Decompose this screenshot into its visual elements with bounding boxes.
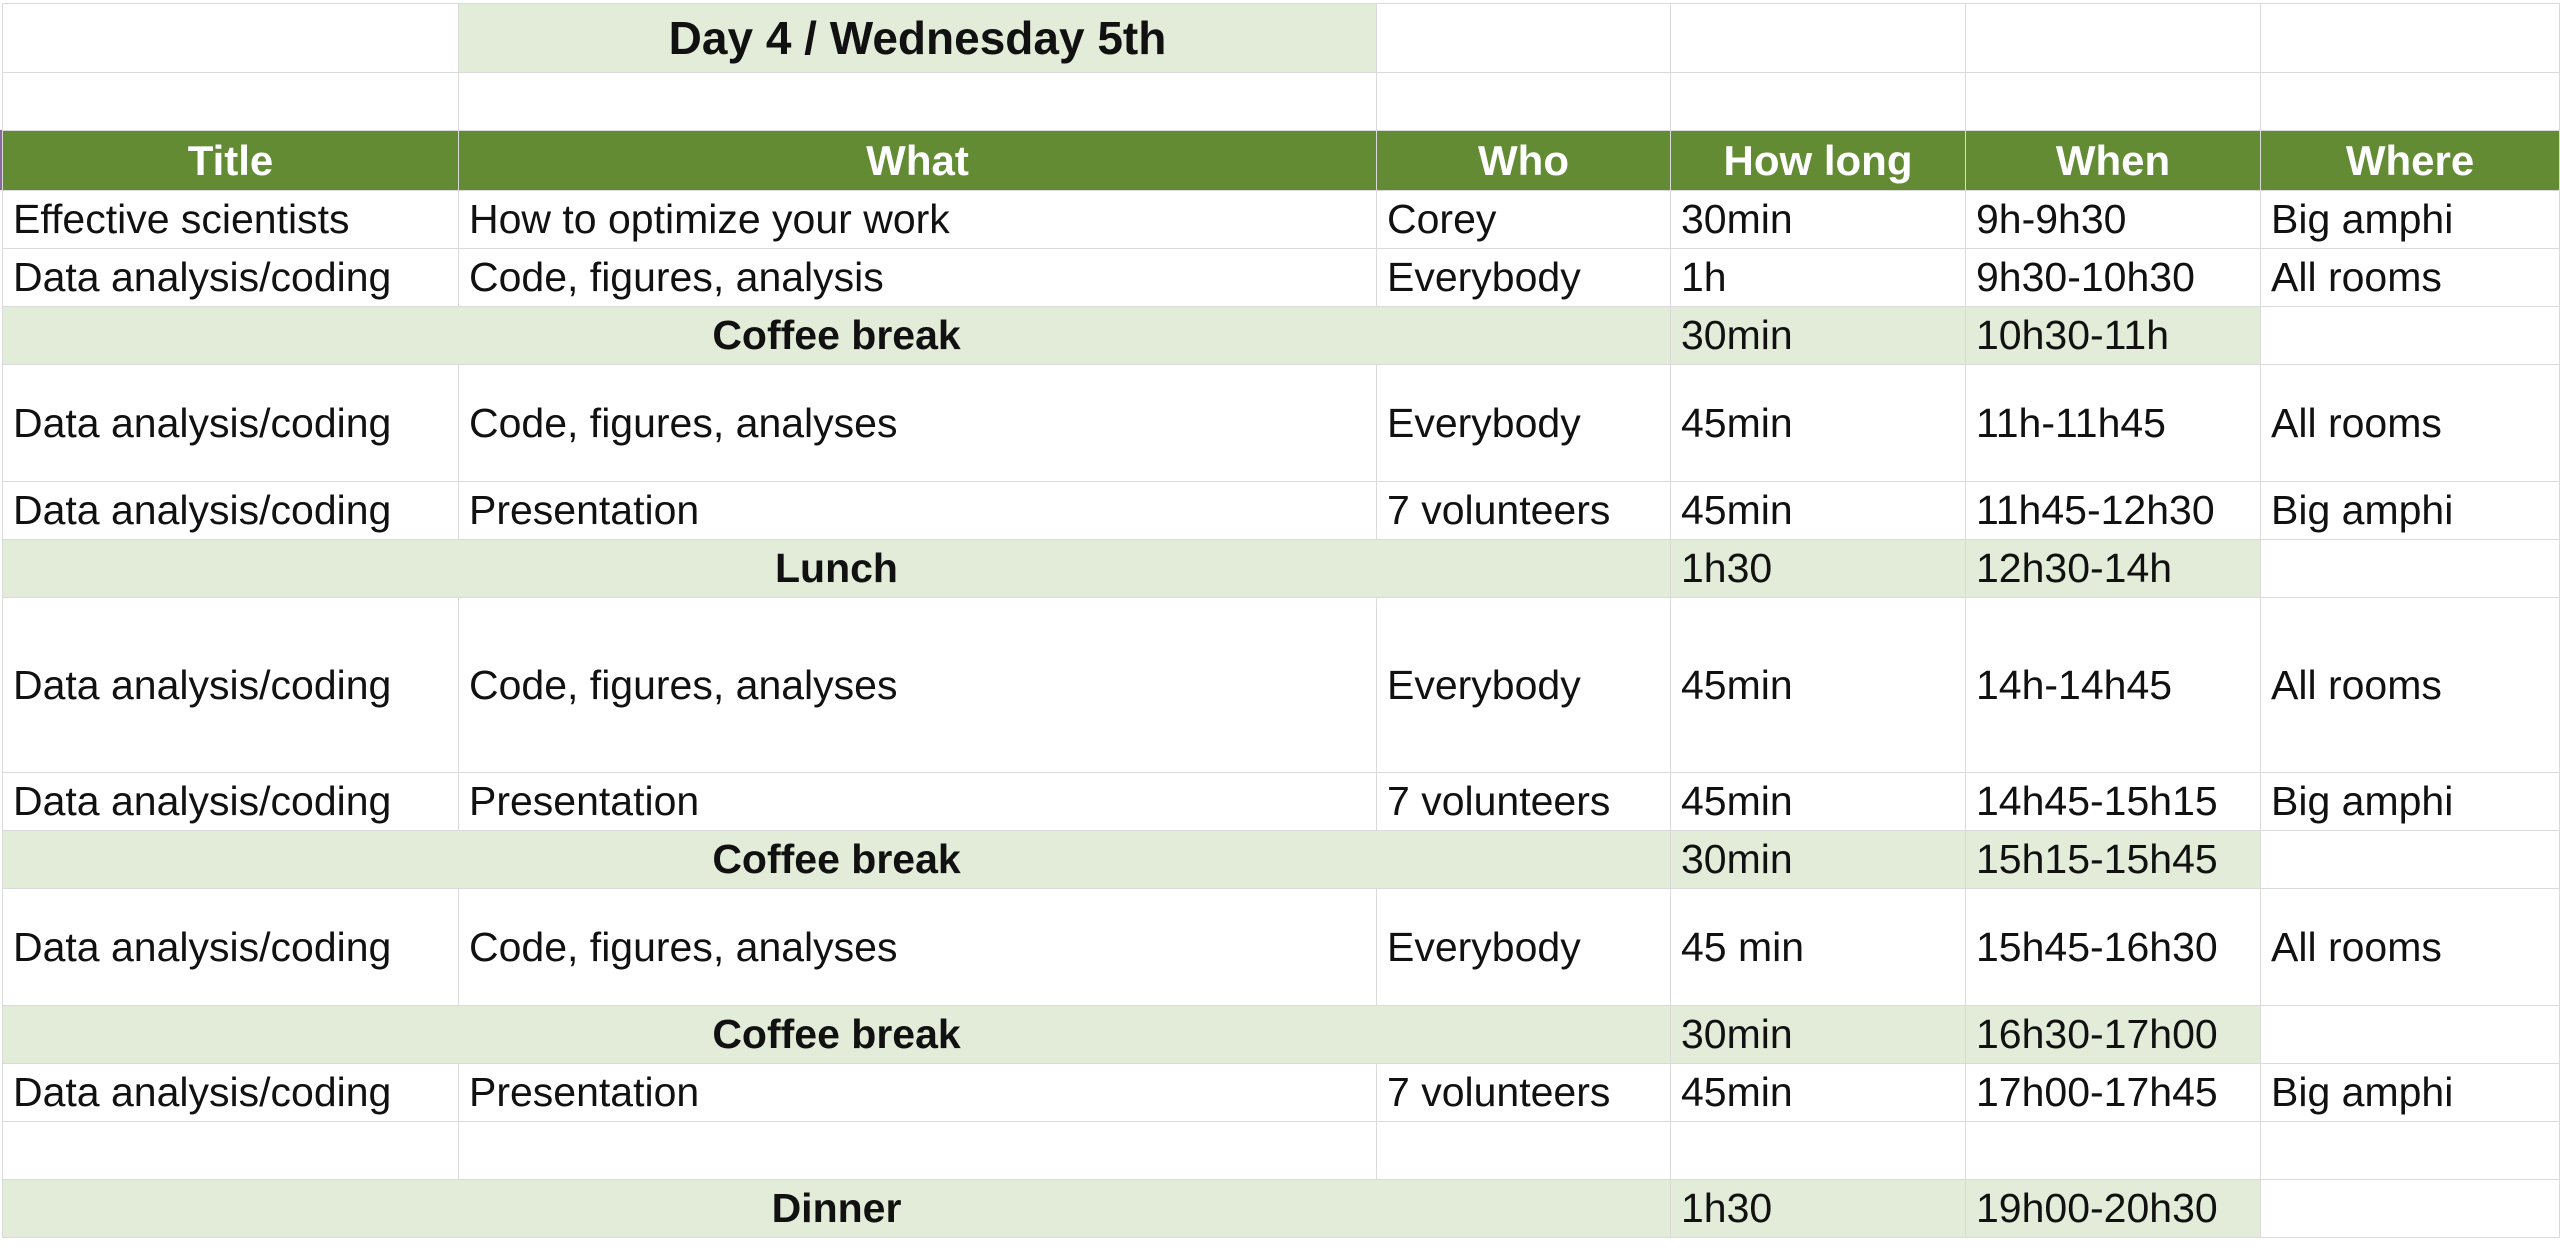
cell-title[interactable]: Data analysis/coding — [3, 1064, 459, 1122]
cell-when[interactable]: 15h15-15h45 — [1966, 831, 2261, 889]
cell[interactable] — [459, 73, 1377, 131]
cell-when[interactable]: 14h45-15h15 — [1966, 773, 2261, 831]
break-label[interactable]: Coffee break — [3, 307, 1671, 365]
break-label[interactable]: Coffee break — [3, 831, 1671, 889]
cell-when[interactable]: 15h45-16h30 — [1966, 889, 2261, 1006]
cell-what[interactable]: Presentation — [459, 482, 1377, 540]
cell-where[interactable]: Big amphi — [2261, 191, 2560, 249]
sheet-title[interactable]: Day 4 / Wednesday 5th — [459, 4, 1377, 73]
cell-what[interactable]: Code, figures, analyses — [459, 598, 1377, 773]
table-row — [3, 1064, 2560, 1122]
empty-row — [3, 1122, 2560, 1180]
cell-when[interactable]: 16h30-17h00 — [1966, 1006, 2261, 1064]
cell-what[interactable]: How to optimize your work — [459, 191, 1377, 249]
cell[interactable] — [2261, 73, 2560, 131]
cell[interactable] — [2261, 4, 2560, 73]
cell-where[interactable]: All rooms — [2261, 598, 2560, 773]
cell-how-long[interactable]: 1h — [1671, 249, 1966, 307]
break-row — [3, 1180, 2560, 1238]
cell-when[interactable]: 14h-14h45 — [1966, 598, 2261, 773]
cell-how-long[interactable]: 45min — [1671, 365, 1966, 482]
cell-title[interactable]: Data analysis/coding — [3, 249, 459, 307]
cell[interactable] — [3, 1122, 459, 1180]
cell-what[interactable]: Code, figures, analyses — [459, 889, 1377, 1006]
cell[interactable] — [1377, 4, 1671, 73]
cell[interactable] — [3, 73, 459, 131]
cell-when[interactable]: 19h00-20h30 — [1966, 1180, 2261, 1238]
table-row — [3, 598, 2560, 773]
cell-where[interactable] — [2261, 1180, 2560, 1238]
cell-who[interactable]: 7 volunteers — [1377, 1064, 1671, 1122]
cell[interactable] — [3, 4, 459, 73]
cell-how-long[interactable]: 45min — [1671, 1064, 1966, 1122]
break-row — [3, 1006, 2560, 1064]
cell-where[interactable] — [2261, 307, 2560, 365]
cell-when[interactable]: 11h-11h45 — [1966, 365, 2261, 482]
cell-where[interactable]: All rooms — [2261, 365, 2560, 482]
cell-how-long[interactable]: 45 min — [1671, 889, 1966, 1006]
table-row — [3, 249, 2560, 307]
table-row — [3, 889, 2560, 1006]
cell[interactable] — [2261, 1122, 2560, 1180]
cell-when[interactable]: 12h30-14h — [1966, 540, 2261, 598]
cell-title[interactable]: Data analysis/coding — [3, 482, 459, 540]
cell-where[interactable]: Big amphi — [2261, 773, 2560, 831]
cell-where[interactable]: Big amphi — [2261, 482, 2560, 540]
cell-who[interactable]: 7 volunteers — [1377, 482, 1671, 540]
column-header-where[interactable]: Where — [2261, 131, 2560, 191]
spacer-row — [3, 73, 2560, 131]
cell-what[interactable]: Presentation — [459, 1064, 1377, 1122]
cell-where[interactable]: All rooms — [2261, 249, 2560, 307]
cell[interactable] — [1377, 73, 1671, 131]
cell-how-long[interactable]: 1h30 — [1671, 540, 1966, 598]
cell-where[interactable] — [2261, 1006, 2560, 1064]
cell-where[interactable]: Big amphi — [2261, 1064, 2560, 1122]
table-row — [3, 191, 2560, 249]
break-row — [3, 540, 2560, 598]
cell-title[interactable]: Data analysis/coding — [3, 365, 459, 482]
cell-how-long[interactable]: 45min — [1671, 773, 1966, 831]
cell-when[interactable]: 11h45-12h30 — [1966, 482, 2261, 540]
cell-where[interactable] — [2261, 831, 2560, 889]
cell-who[interactable]: Everybody — [1377, 365, 1671, 482]
cell-how-long[interactable]: 45min — [1671, 598, 1966, 773]
table-row — [3, 365, 2560, 482]
table-row — [3, 482, 2560, 540]
cell-how-long[interactable]: 30min — [1671, 831, 1966, 889]
cell[interactable] — [1966, 1122, 2261, 1180]
cell-who[interactable]: Everybody — [1377, 889, 1671, 1006]
column-header-title[interactable]: Title — [3, 131, 459, 191]
cell[interactable] — [1671, 4, 1966, 73]
cell-when[interactable]: 10h30-11h — [1966, 307, 2261, 365]
cell-how-long[interactable]: 30min — [1671, 1006, 1966, 1064]
column-header-who[interactable]: Who — [1377, 131, 1671, 191]
cell-where[interactable] — [2261, 540, 2560, 598]
break-label[interactable]: Lunch — [3, 540, 1671, 598]
cell[interactable] — [1671, 1122, 1966, 1180]
header-row — [3, 131, 2560, 191]
break-row — [3, 307, 2560, 365]
cell-how-long[interactable]: 1h30 — [1671, 1180, 1966, 1238]
title-row — [3, 4, 2560, 73]
cell-title[interactable]: Effective scientists — [3, 191, 459, 249]
cell-how-long[interactable]: 45min — [1671, 482, 1966, 540]
column-header-what[interactable]: What — [459, 131, 1377, 191]
cell-how-long[interactable]: 30min — [1671, 191, 1966, 249]
cell-how-long[interactable]: 30min — [1671, 307, 1966, 365]
cell-who[interactable]: 7 volunteers — [1377, 773, 1671, 831]
cell-when[interactable]: 9h30-10h30 — [1966, 249, 2261, 307]
break-label[interactable]: Coffee break — [3, 1006, 1671, 1064]
table-row — [3, 773, 2560, 831]
schedule-table — [2, 3, 2560, 1238]
cell-title[interactable]: Data analysis/coding — [3, 889, 459, 1006]
cell-what[interactable]: Code, figures, analysis — [459, 249, 1377, 307]
cell-where[interactable]: All rooms — [2261, 889, 2560, 1006]
cell-title[interactable]: Data analysis/coding — [3, 598, 459, 773]
break-row — [3, 831, 2560, 889]
cell-who[interactable]: Corey — [1377, 191, 1671, 249]
cell[interactable] — [1966, 4, 2261, 73]
cell-who[interactable]: Everybody — [1377, 249, 1671, 307]
cell[interactable] — [1671, 73, 1966, 131]
cell[interactable] — [1966, 73, 2261, 131]
cell-what[interactable]: Code, figures, analyses — [459, 365, 1377, 482]
cell[interactable] — [459, 1122, 1377, 1180]
column-header-when[interactable]: When — [1966, 131, 2261, 191]
cell-who[interactable]: Everybody — [1377, 598, 1671, 773]
cell-what[interactable]: Presentation — [459, 773, 1377, 831]
break-label[interactable]: Dinner — [3, 1180, 1671, 1238]
cell-when[interactable]: 17h00-17h45 — [1966, 1064, 2261, 1122]
cell[interactable] — [1377, 1122, 1671, 1180]
column-header-how-long[interactable]: How long — [1671, 131, 1966, 191]
cell-title[interactable]: Data analysis/coding — [3, 773, 459, 831]
cell-when[interactable]: 9h-9h30 — [1966, 191, 2261, 249]
